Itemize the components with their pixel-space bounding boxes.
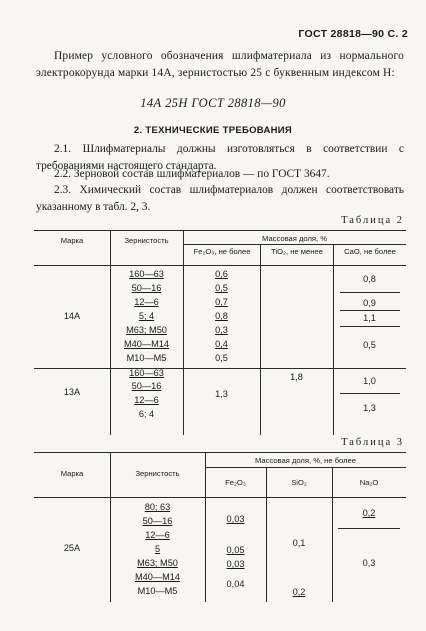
table2-grit: 5; 4 — [138, 311, 155, 321]
table3-header-bottom-rule — [34, 497, 406, 498]
table2-ca-subrule — [340, 326, 400, 327]
paragraph-2-3: 2.3. Химический состав шлифматериалов должен соответствовать указанному в табл. 2, 3. — [36, 184, 404, 213]
table2-top-rule — [34, 230, 406, 231]
table3-na-value: 0,2 — [362, 508, 376, 518]
table2-ca-value: 0,8 — [363, 274, 376, 284]
table2-grit: 50—16 — [131, 381, 162, 391]
table2-grit: 50—16 — [131, 283, 162, 293]
table3-na-value: 0,3 — [362, 558, 376, 568]
table2-grit: 12—6 — [134, 297, 159, 307]
table2-header-mass: Массовая доля, % — [262, 234, 327, 243]
table2-caption: Таблица 2 — [341, 215, 404, 226]
table3-si-value: 0,2 — [292, 587, 306, 597]
paragraph-2-1: 2.1. Шлифматериалы должны изготовляться в соответствии с требованиями настоящего стандарта. — [36, 143, 404, 172]
table2-fe-value: 1,3 — [215, 389, 228, 399]
designation-example: 14А 25Н ГОСТ 28818—90 — [140, 96, 286, 110]
table3-grit: 50—16 — [142, 516, 173, 526]
page-header: ГОСТ 28818—90 С. 2 — [298, 28, 408, 40]
table3-header-mass: Массовая доля, %, не более — [255, 456, 356, 465]
table3-fe-value: 0,05 — [226, 545, 245, 555]
table2-header-bottom-rule — [34, 265, 406, 266]
table3-si-value: 0,1 — [292, 538, 306, 548]
table2-grit: М40—М14 — [124, 339, 169, 349]
table2-fe-value: 0,5 — [215, 353, 228, 363]
table2-marka-13a: 13А — [63, 387, 81, 397]
table3-fe-value: 0,03 — [226, 514, 245, 524]
table2-ca-value: 0,9 — [363, 298, 376, 308]
table2-ti-value: 1,8 — [290, 372, 303, 382]
table3-grit: М40—М14 — [135, 572, 180, 582]
table2-ca-subrule — [340, 310, 400, 311]
table2-ca-subrule — [340, 292, 400, 293]
table2-header-ti: TiO₂, не менее — [271, 247, 323, 256]
table2-ca-value: 1,1 — [363, 313, 376, 323]
table3-header-subrule — [205, 467, 406, 468]
table3-header-grit: Зернистость — [135, 469, 180, 478]
table2-grit: 160—63 — [129, 368, 164, 378]
table3-na-subrule — [338, 528, 400, 529]
table2-ca-value: 1,0 — [363, 376, 376, 386]
section-title: 2. ТЕХНИЧЕСКИЕ ТРЕБОВАНИЯ — [133, 125, 293, 136]
table3-grit: 5 — [154, 544, 161, 554]
table2-fe-value: 0,3 — [215, 325, 228, 335]
table3-grit: М10—М5 — [137, 586, 178, 596]
table2-grit: М10—М5 — [126, 353, 167, 363]
paragraph-2-2: 2.2. Зерновой состав шлифматериалов — по ГОСТ 3647. — [54, 168, 330, 180]
table2-header-ca: CaO, не более — [344, 247, 396, 256]
table2-ca-value: 1,3 — [363, 403, 376, 413]
table2-header-marka: Марка — [60, 236, 84, 245]
table3-header-na: Na₂O — [359, 478, 379, 487]
table2-grit: 160—63 — [129, 269, 164, 279]
table2-header-subrule — [183, 244, 406, 245]
table3-caption: Таблица 3 — [341, 437, 404, 448]
table2-ca-subrule — [340, 393, 400, 394]
table3-vline-4 — [332, 467, 333, 602]
table3-grit: М63; М50 — [137, 558, 178, 568]
table2-grit: 6; 4 — [138, 409, 155, 419]
table2-grit: 12—6 — [134, 395, 159, 405]
table2-fe-value: 0,8 — [215, 311, 228, 321]
table2-fe-value: 0,5 — [215, 283, 228, 293]
table3-vline-3 — [266, 467, 267, 602]
intro-paragraph: Пример условного обозначения шлифматериала из нормального электрокорунда марки 14А, зернистостью 25 с буквенным индексом Н: — [36, 50, 404, 79]
table2-ca-value: 0,5 — [363, 340, 376, 350]
table2-fe-value: 0,6 — [215, 269, 228, 279]
table3-fe-value: 0,04 — [226, 579, 245, 589]
table3-grit: 80; 63 — [144, 502, 171, 512]
table2-fe-value: 0,4 — [215, 339, 228, 349]
table2-fe-value: 0,7 — [215, 297, 228, 307]
table3-header-fe: Fe₂O₃ — [225, 478, 246, 487]
table2-group-rule — [34, 368, 406, 369]
table3-header-marka: Марка — [60, 469, 84, 478]
table3-fe-value: 0,03 — [226, 559, 245, 569]
table2-header-fe: Fe₂O₃, не более — [193, 247, 251, 256]
table2-marka-14a: 14А — [63, 311, 81, 321]
table3-marka-25a: 25А — [63, 543, 81, 553]
table3-grit: 12—6 — [145, 530, 170, 540]
table2-vline-3 — [260, 244, 261, 435]
table3-header-si: SiO₂ — [291, 478, 307, 487]
table2-grit: М63; М50 — [126, 325, 167, 335]
table3-top-rule — [34, 452, 406, 453]
table2-header-grit: Зернистость — [124, 236, 169, 245]
